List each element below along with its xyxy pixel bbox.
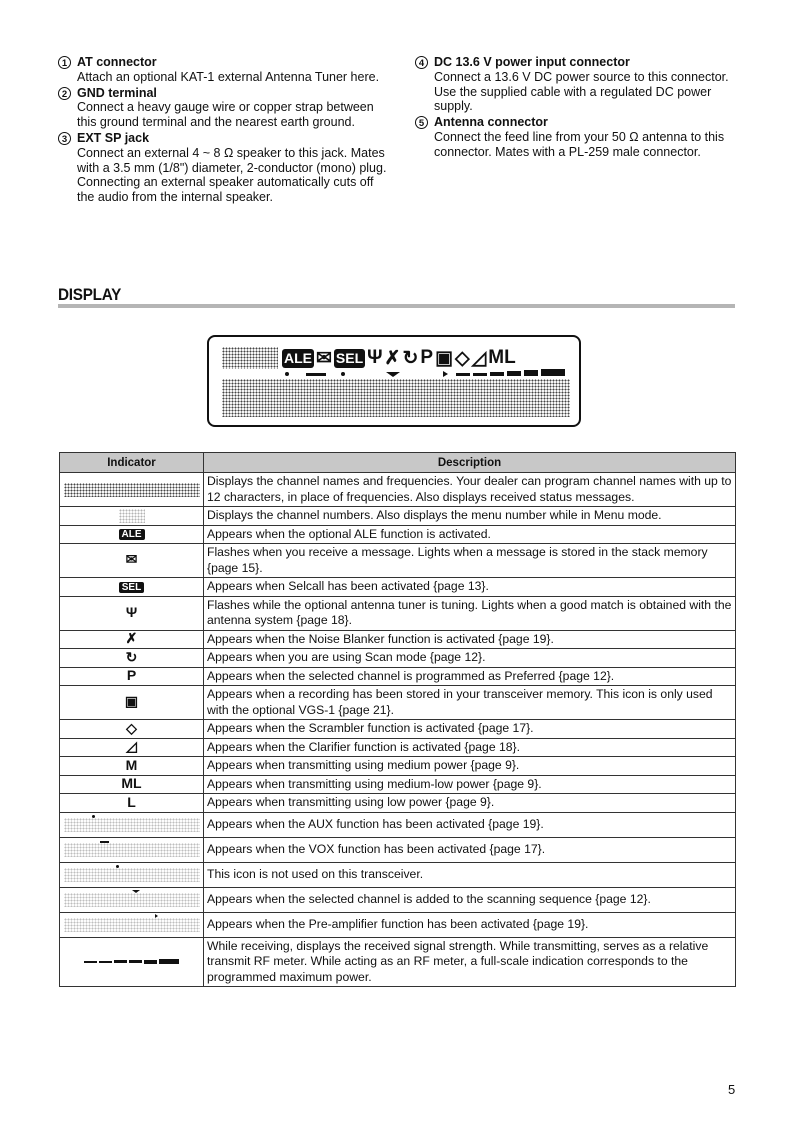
circled-number: 3	[58, 132, 71, 145]
recording-icon: ▣	[435, 347, 454, 369]
row-description: Flashes when you receive a message. Lights when a message is stored in the stack memory {page 15}.	[204, 544, 736, 578]
scan-add-arrow-icon	[386, 372, 400, 377]
connector-title: EXT SP jack	[77, 130, 150, 145]
signal-meter-icon	[60, 937, 204, 987]
table-row	[60, 525, 736, 544]
row-description: While receiving, displays the received signal strength. While transmitting, serves as a relative transmit RF meter. While acting as an RF meter, a full-scale indication corresponds to the programmed maximum power.	[204, 937, 736, 987]
preferred-icon: P	[420, 347, 434, 368]
connector-item	[58, 131, 388, 205]
antenna-tuner-icon: Ψ	[60, 596, 204, 630]
unused-indicator-icon	[60, 862, 204, 887]
signal-meter-segment	[541, 369, 565, 376]
row-description: Appears when a recording has been stored in your transceiver memory. This icon is only used with the optional VGS-1 {page 21}.	[204, 686, 736, 720]
row-description: Appears when the Scrambler function is activated {page 17}.	[204, 720, 736, 739]
scan-icon: ↻	[402, 347, 419, 369]
table-header-row	[60, 453, 736, 473]
noise-blanker-icon: ✗	[60, 630, 204, 649]
row-description: Appears when the AUX function has been activated {page 19}.	[204, 812, 736, 837]
row-description: Appears when the selected channel is programmed as Preferred {page 12}.	[204, 667, 736, 686]
table-row	[60, 667, 736, 686]
row-description: Appears when the optional ALE function is activated.	[204, 525, 736, 544]
row-description: Appears when transmitting using low power {page 9}.	[204, 794, 736, 813]
sel-icon: SEL	[60, 578, 204, 597]
row-description: Displays the channel numbers. Also displays the menu number while in Menu mode.	[204, 507, 736, 526]
connector-list-right	[415, 55, 745, 161]
row-description: Displays the channel names and frequencies. Your dealer can program channel names with up to 12 characters, in place of frequencies. Also displays received status messages.	[204, 473, 736, 507]
sel-icon: SEL	[335, 349, 364, 366]
connector-item	[58, 86, 388, 130]
page-number: 5	[728, 1082, 736, 1097]
section-title: DISPLAY	[58, 285, 122, 304]
preferred-icon: P	[60, 667, 204, 686]
circled-number: 1	[58, 56, 71, 69]
noise-blanker-icon: ✗	[384, 347, 401, 369]
aux-indicator-icon	[60, 812, 204, 837]
scrambler-icon: ◇	[60, 720, 204, 739]
table-row	[60, 794, 736, 813]
table-row	[60, 738, 736, 757]
circled-number: 2	[58, 87, 71, 100]
signal-meter-segment	[490, 372, 504, 376]
ale-icon: ALE	[284, 349, 312, 366]
aux-dot-icon	[285, 372, 289, 376]
medium-low-power-icon: ML	[60, 775, 204, 794]
connector-title: Antenna connector	[434, 115, 548, 130]
channel-name-segments-icon	[60, 473, 204, 507]
row-description: Appears when the Clarifier function is activated {page 18}.	[204, 738, 736, 757]
row-description: Appears when Selcall has been activated {page 13}.	[204, 578, 736, 597]
channel-number-segments	[222, 347, 278, 369]
unused-dot-icon	[341, 372, 345, 376]
table-row	[60, 837, 736, 862]
table-row	[60, 649, 736, 668]
table-row	[60, 686, 736, 720]
table-row	[60, 862, 736, 887]
table-row	[60, 507, 736, 526]
connector-item	[415, 115, 745, 159]
low-power-icon: L	[60, 794, 204, 813]
preamp-arrow-icon	[443, 371, 448, 377]
connector-text: Connect an external 4 ~ 8 Ω speaker to this jack. Mates with a 3.5 mm (1/8") diameter, 2-conductor (mono) plug. Connecting an external speaker automatically cuts off the audio from the internal speaker.	[77, 145, 387, 205]
row-description: Appears when the Pre-amplifier function has been activated {page 19}.	[204, 912, 736, 937]
table-row	[60, 720, 736, 739]
medium-power-icon: M	[60, 757, 204, 776]
table-row	[60, 473, 736, 507]
clarifier-icon: ◿	[60, 738, 204, 757]
envelope-icon: ✉	[316, 347, 332, 369]
antenna-tuner-icon: Ψ	[367, 347, 383, 368]
scan-icon: ↻	[60, 649, 204, 668]
recording-icon: ▣	[60, 686, 204, 720]
table-row	[60, 578, 736, 597]
channel-name-segments	[222, 379, 570, 417]
table-row	[60, 937, 736, 987]
row-description: Appears when the Noise Blanker function is activated {page 19}.	[204, 630, 736, 649]
row-description: This icon is not used on this transceiver.	[204, 862, 736, 887]
preamp-indicator-icon	[60, 912, 204, 937]
connector-item	[58, 55, 388, 85]
table-row	[60, 630, 736, 649]
connector-text: Connect a 13.6 V DC power source to this connector. Use the supplied cable with a regulated DC power supply.	[434, 69, 729, 114]
ale-icon: ALE	[60, 525, 204, 544]
signal-meter-segment	[507, 371, 521, 376]
power-level-icon: ML	[488, 347, 516, 368]
row-description: Appears when transmitting using medium power {page 9}.	[204, 757, 736, 776]
connector-list-left	[58, 55, 388, 206]
description-column-header: Description	[204, 453, 736, 473]
row-description: Flashes while the optional antenna tuner is tuning. Lights when a good match is obtained with the antenna system {page 18}.	[204, 596, 736, 630]
scrambler-icon: ◇	[455, 347, 470, 369]
table-row	[60, 812, 736, 837]
row-description: Appears when the selected channel is added to the scanning sequence {page 12}.	[204, 887, 736, 912]
connector-item	[415, 55, 745, 114]
table-row	[60, 887, 736, 912]
channel-number-segments-icon	[60, 507, 204, 526]
signal-meter-segment	[524, 370, 538, 376]
connector-text: Attach an optional KAT-1 external Antenna Tuner here.	[77, 69, 380, 84]
lcd-icon-row	[282, 346, 516, 370]
lcd-display-illustration	[207, 335, 581, 427]
connector-text: Connect the feed line from your 50 Ω antenna to this connector. Mates with a PL-259 male connector.	[434, 129, 725, 159]
envelope-icon: ✉	[60, 544, 204, 578]
vox-bar-icon	[306, 373, 326, 376]
indicator-table	[59, 452, 736, 987]
connector-title: AT connector	[77, 55, 157, 69]
row-description: Appears when you are using Scan mode {page 12}.	[204, 649, 736, 668]
table-row	[60, 757, 736, 776]
table-row	[60, 912, 736, 937]
connector-title: DC 13.6 V power input connector	[434, 55, 630, 69]
row-description: Appears when the VOX function has been activated {page 17}.	[204, 837, 736, 862]
circled-number: 4	[415, 56, 428, 69]
signal-meter-segment	[456, 373, 470, 376]
indicator-column-header: Indicator	[60, 453, 204, 473]
circled-number: 5	[415, 116, 428, 129]
scan-add-indicator-icon	[60, 887, 204, 912]
clarifier-icon: ◿	[471, 347, 487, 369]
signal-meter-segment	[473, 373, 487, 376]
connector-text: Connect a heavy gauge wire or copper strap between this ground terminal and the nearest earth ground.	[77, 100, 374, 130]
table-row	[60, 544, 736, 578]
vox-indicator-icon	[60, 837, 204, 862]
connector-title: GND terminal	[77, 85, 157, 100]
section-divider	[58, 304, 735, 308]
table-row	[60, 596, 736, 630]
table-row	[60, 775, 736, 794]
row-description: Appears when transmitting using medium-low power {page 9}.	[204, 775, 736, 794]
